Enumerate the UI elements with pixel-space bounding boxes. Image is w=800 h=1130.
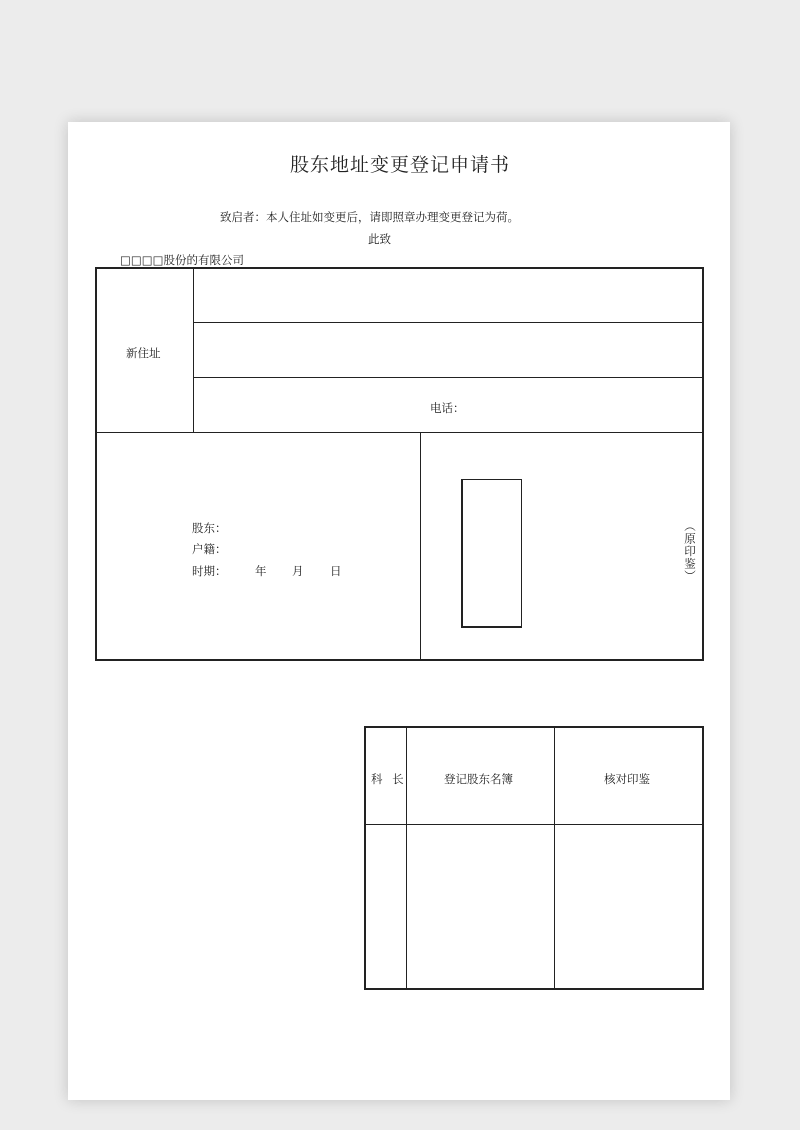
address-label-divider (193, 267, 194, 433)
address-row-line-2 (193, 377, 703, 378)
date-label: 时期： (192, 564, 227, 578)
household-label: 户籍： (192, 542, 227, 556)
company-name: □□□□股份的有限公司 (120, 253, 244, 267)
seal-box-left (461, 479, 463, 628)
section-divider (95, 432, 704, 433)
month-label: 月 (292, 564, 304, 578)
shareholder-label: 股东： (192, 521, 227, 535)
intro-text: 致启者：本人住址如变更后，请即照章办理变更登记为荷。 (220, 210, 519, 224)
form-border-left (95, 267, 97, 661)
verify-seal-label: 核对印鉴 (604, 772, 650, 786)
address-row-line-1 (193, 322, 703, 323)
seal-column-divider (420, 432, 421, 660)
office-table-top (364, 726, 704, 728)
office-table-col-1 (406, 726, 407, 990)
year-label: 年 (255, 564, 267, 578)
seal-box-bottom (461, 626, 522, 628)
day-label: 日 (330, 564, 342, 578)
seal-box-right (521, 479, 522, 628)
phone-label: 电话： (430, 401, 465, 415)
office-table-right (702, 726, 704, 990)
register-book-label: 登记股东名簿 (444, 772, 513, 786)
document-title: 股东地址变更登记申请书 (289, 154, 510, 176)
form-border-bottom (95, 659, 704, 661)
office-table-header-line (364, 824, 704, 825)
new-address-label: 新住址 (126, 346, 161, 360)
seal-box-top (461, 479, 522, 480)
office-table-bottom (364, 988, 704, 990)
form-border-top (95, 267, 704, 269)
office-table-col-2 (554, 726, 555, 990)
office-table-left (364, 726, 366, 990)
salutation-text: 此致 (368, 232, 391, 246)
original-seal-label: （原印鉴） (683, 520, 697, 583)
form-border-right (702, 267, 704, 661)
section-chief-label: 科 长 (371, 772, 407, 786)
